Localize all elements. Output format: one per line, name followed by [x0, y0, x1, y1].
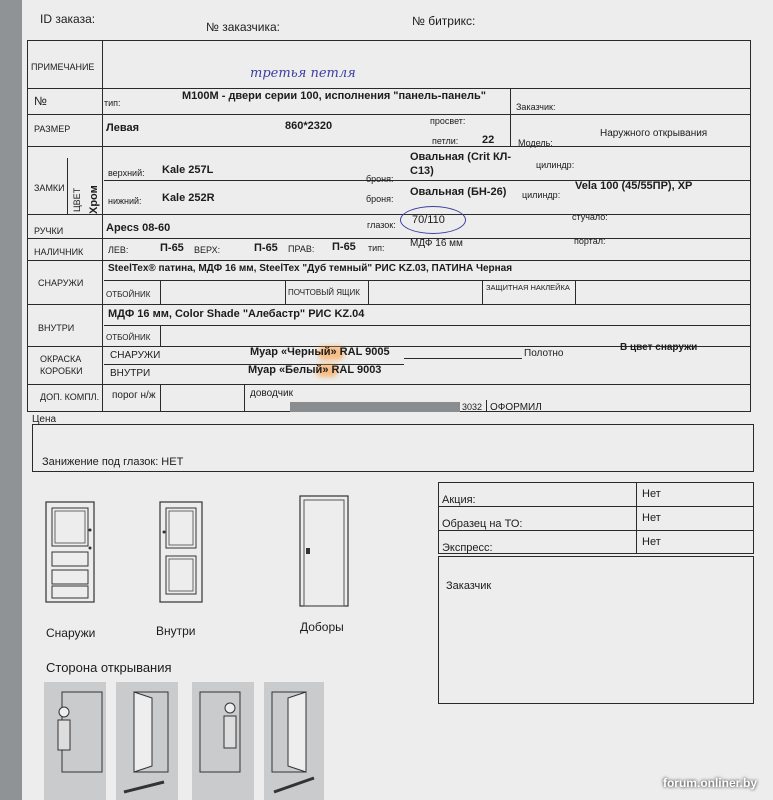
express-label: Экспресс: [442, 542, 493, 554]
inside-bumper-label: ОТБОЙНИК [106, 333, 151, 342]
door-side-value: Левая [106, 122, 139, 134]
outside-caption: Снаружи [46, 626, 96, 640]
customer-signature-label: Заказчик [446, 580, 492, 592]
inside-finish-value: МДФ 16 мм, Color Shade "Алебастр" РИС KZ.04 [108, 308, 365, 320]
trim-left-label: ЛЕВ: [108, 245, 129, 255]
handles-label: РУЧКИ [34, 226, 64, 236]
extras-label: ДОП. КОМПЛ. [40, 392, 100, 402]
closer-label: доводчик [250, 388, 293, 399]
outside-finish-value: SteelTex® патина, МДФ 16 мм, SteelTex "Дуб темный" РИС KZ.03, ПАТИНА Черная [108, 263, 513, 274]
color-label: ЦВЕТ [72, 187, 82, 212]
price-label: Цена [32, 414, 57, 425]
note-label: ПРИМЕЧАНИЕ [31, 62, 95, 72]
armor-upper-value: Овальная (Crit КЛ-С13) [410, 151, 512, 177]
sample-value: Нет [642, 512, 661, 524]
armor-lower-value: Овальная (БН-26) [410, 186, 507, 198]
shaded-cell [290, 402, 460, 412]
armor-lower-label: броня: [366, 194, 394, 204]
cloth-label: Полотно [524, 348, 564, 359]
cylinder-lower-value: Vela 100 (45/55ПР), ХР [575, 180, 693, 192]
box-inside-label: ВНУТРИ [110, 368, 151, 379]
opening-side-title: Сторона открывания [46, 660, 172, 675]
portal-label: портал: [574, 236, 606, 246]
code-value: 3032 [462, 402, 483, 412]
number-label: № [34, 94, 47, 108]
peephole-drop-text: Занижение под глазок: НЕТ [42, 456, 184, 468]
made-by-label: ОФОРМИЛ [490, 402, 542, 413]
inside-caption: Внутри [156, 624, 196, 638]
customer-signature-box [438, 556, 754, 704]
peephole-value: 70/110 [412, 214, 445, 226]
trim-type-value: МДФ 16 мм [410, 238, 463, 249]
trim-right-value: П-65 [332, 241, 356, 253]
box-paint-label: ОКРАСКА [40, 354, 82, 364]
order-id-label: ID заказа: [40, 12, 96, 26]
door-size-value: 860*2320 [285, 120, 333, 132]
hinges-label: петли: [432, 136, 459, 146]
promo-label: Акция: [442, 494, 476, 506]
note-handwriting: третья петля [250, 66, 356, 81]
opening-side-diagrams [44, 682, 324, 800]
customer-number-label: № заказчика: [206, 20, 281, 34]
armor-upper-label: броня: [366, 174, 394, 184]
lower-lock-label: нижний: [108, 196, 142, 206]
upper-lock-value: Kale 257L [162, 164, 214, 176]
cloth-value: В цвет снаружи [620, 342, 698, 353]
handles-value: Apecs 08-60 [106, 222, 171, 234]
mailbox-label: ПОЧТОВЫЙ ЯЩИК [288, 288, 360, 297]
type-label: тип: [104, 98, 121, 108]
box-outside-value: Муар «Черный» RAL 9005 [250, 346, 390, 358]
box-paint-label-2: КОРОБКИ [40, 366, 83, 376]
extensions-door-drawing [298, 494, 350, 608]
peephole-circle-mark [400, 206, 466, 234]
extensions-caption: Доборы [300, 620, 344, 634]
type-value: М100М - двери серии 100, исполнения "панель-панель" [182, 90, 486, 102]
threshold-label: порог н/ж [112, 390, 156, 401]
inside-label: ВНУТРИ [38, 323, 75, 333]
cylinder-upper-label: цилиндр: [536, 160, 575, 170]
inside-door-drawing [158, 500, 204, 604]
peephole-label: глазок: [367, 220, 396, 230]
trim-type-label: тип: [368, 243, 385, 253]
size-label: РАЗМЕР [34, 124, 71, 134]
trim-left-value: П-65 [160, 242, 184, 254]
knocker-label: стучало: [572, 212, 608, 222]
locks-label: ЗАМКИ [34, 183, 65, 193]
bitrix-number-label: № битрикс: [412, 14, 476, 28]
lower-lock-value: Kale 252R [162, 192, 215, 204]
cylinder-lower-label: цилиндр: [522, 190, 561, 200]
outside-bumper-label: ОТБОЙНИК [106, 290, 151, 299]
upper-lock-label: верхний: [108, 168, 145, 178]
customer-label: Заказчик: [516, 102, 556, 112]
gap-label: просвет: [430, 116, 466, 126]
outside-label: СНАРУЖИ [38, 278, 84, 288]
trim-label: НАЛИЧНИК [34, 247, 84, 257]
color-value: Хром [88, 185, 100, 214]
trim-right-label: ПРАВ: [288, 244, 315, 254]
protective-sticker-label: ЗАЩИТНАЯ НАКЛЕЙКА [486, 283, 570, 292]
watermark: forum.onliner.by [662, 776, 757, 790]
express-value: Нет [642, 536, 661, 548]
hinges-value: 22 [482, 134, 495, 146]
trim-top-label: ВЕРХ: [194, 245, 221, 255]
model-value: Наружного открывания [600, 128, 708, 139]
box-outside-label: СНАРУЖИ [110, 350, 161, 361]
box-inside-value: Муар «Белый» RAL 9003 [248, 364, 382, 376]
outside-door-drawing [44, 500, 96, 604]
model-label: Модель: [518, 138, 553, 148]
trim-top-value: П-65 [254, 242, 278, 254]
promo-value: Нет [642, 488, 661, 500]
sample-label: Образец на ТО: [442, 518, 523, 530]
